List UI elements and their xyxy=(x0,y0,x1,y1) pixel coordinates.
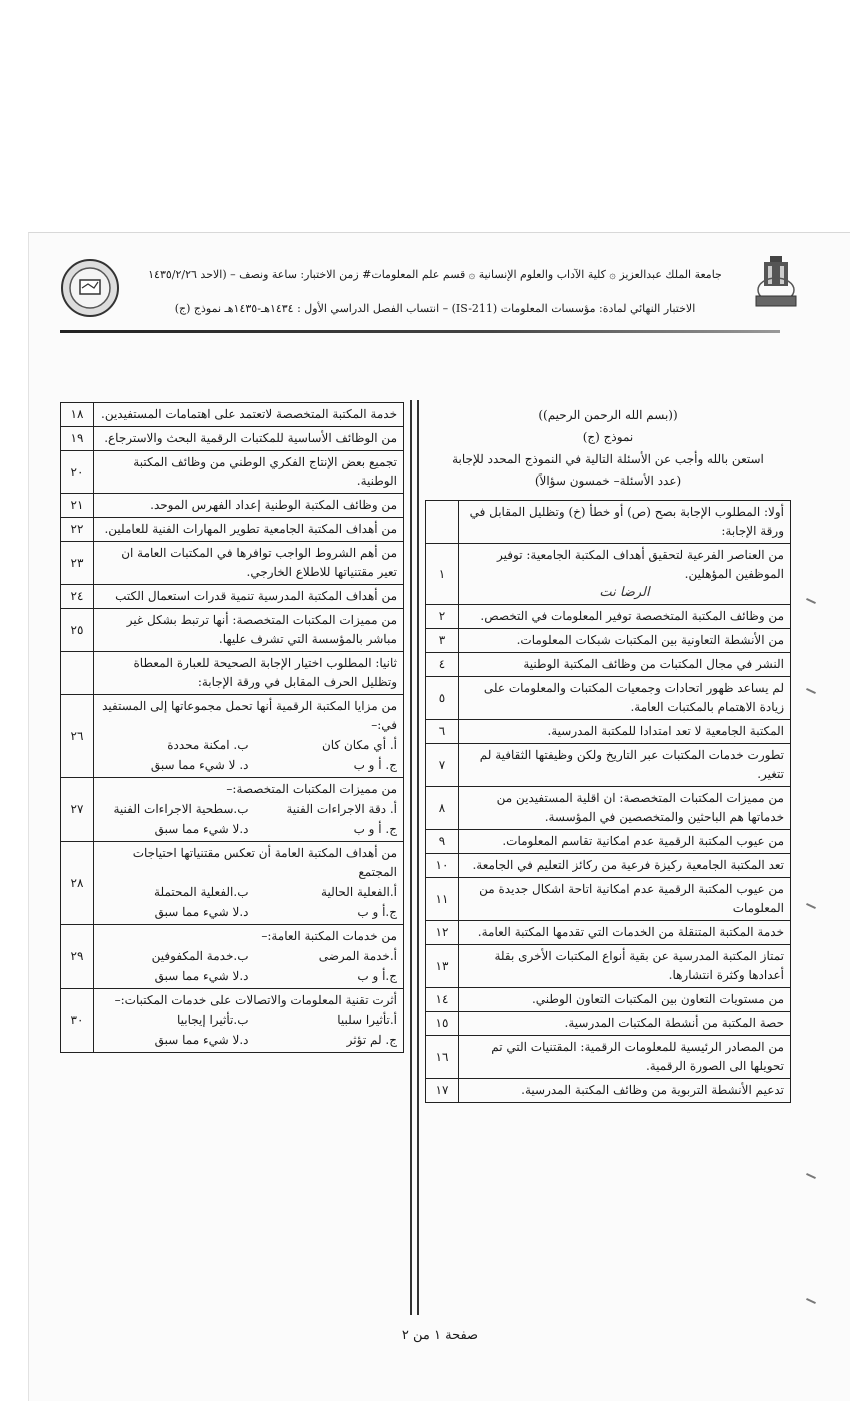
question-row xyxy=(426,653,791,677)
question-text: من وظائف المكتبة الوطنية إعداد الفهرس الموحد. xyxy=(94,494,404,518)
mcq-option: ب.خدمة المكفوفين xyxy=(151,949,249,963)
question-row xyxy=(61,585,404,609)
section1-heading-row xyxy=(426,501,791,544)
question-row xyxy=(61,451,404,494)
question-number: ٢٥ xyxy=(61,609,94,652)
mcq-option: ج. لم تؤثر xyxy=(346,1033,397,1047)
question-text: من مستويات التعاون بين المكتبات التعاون الوطني. xyxy=(459,988,791,1012)
question-text: تجميع بعض الإنتاج الفكري الوطني من وظائف المكتبة الوطنية. xyxy=(94,451,404,494)
mcq-stem: من أهداف المكتبة العامة أن تعكس مقتنياتها احتياجات المجتمع xyxy=(132,846,397,879)
question-number: ١٠ xyxy=(426,854,459,878)
mcq-option: د.لا شيء مما سبق xyxy=(154,905,249,919)
question-text: تطورت خدمات المكتبات عبر التاريخ ولكن وظيفتها الثقافية لم تتغير. xyxy=(459,744,791,787)
question-row xyxy=(426,677,791,720)
question-text: من مميزات المكتبات المتخصصة: أنها ترتبط بشكل غير مباشر بالمؤسسة التي تشرف عليها. xyxy=(94,609,404,652)
question-text: من أهم الشروط الواجب توافرها في المكتبات العامة ان تعير مقتنياتها للاطلاع الخارجي. xyxy=(94,542,404,585)
mcq-option: أ.تأثيرا سلبيا xyxy=(337,1013,397,1027)
question-text: من عيوب المكتبة الرقمية عدم امكانية تقاسم المعلومات. xyxy=(459,830,791,854)
question-row xyxy=(426,854,791,878)
mcq-row xyxy=(61,842,404,925)
question-row xyxy=(426,921,791,945)
question-number: ١٩ xyxy=(61,427,94,451)
question-text: من أهداف المكتبة الجامعية تطوير المهارات الفنية للعاملين. xyxy=(94,518,404,542)
question-text: تدعيم الأنشطة التربوية من وظائف المكتبة المدرسية. xyxy=(459,1079,791,1103)
university-seal-logo xyxy=(60,258,120,318)
question-text: حصة المكتبة من أنشطة المكتبات المدرسية. xyxy=(459,1012,791,1036)
question-number: ٩ xyxy=(426,830,459,854)
mcq-option: أ. دقة الاجراءات الفنية xyxy=(286,802,397,816)
section2-heading-row xyxy=(61,652,404,695)
section1-table-right xyxy=(425,500,791,1103)
question-row xyxy=(426,1079,791,1103)
question-text: من عيوب المكتبة الرقمية عدم امكانية اتاحة اشكال جديدة من المعلومات xyxy=(459,878,791,921)
column-divider xyxy=(417,400,419,1315)
question-row xyxy=(61,403,404,427)
question-number: ٨ xyxy=(426,787,459,830)
question-text: من العناصر الفرعية لتحقيق أهداف المكتبة الجامعية: توفير الموظفين المؤهلين. xyxy=(497,548,784,581)
question-number: ٢ xyxy=(426,605,459,629)
question-number: ٢٦ xyxy=(61,695,94,778)
mcq-row xyxy=(61,778,404,842)
question-text: النشر في مجال المكتبات من وظائف المكتبة الوطنية xyxy=(459,653,791,677)
model-label: نموذج (ج) xyxy=(582,430,634,444)
right-column xyxy=(425,404,791,1103)
question-row xyxy=(426,830,791,854)
mcq-option: د.لا شيء مما سبق xyxy=(154,969,249,983)
mcq-option: ج.أ و ب xyxy=(357,905,397,919)
question-row xyxy=(426,544,791,605)
question-number: ٤ xyxy=(426,653,459,677)
mcq-option: د. لا شيء مما سبق xyxy=(150,758,249,772)
question-row xyxy=(426,945,791,988)
question-row xyxy=(426,605,791,629)
question-text: من وظائف المكتبة المتخصصة توفير المعلومات في التخصص. xyxy=(459,605,791,629)
column-divider xyxy=(410,400,412,1315)
question-text: تعد المكتبة الجامعية ركيزة فرعية من ركائز التعليم في الجامعة. xyxy=(459,854,791,878)
question-row xyxy=(426,1012,791,1036)
question-row xyxy=(61,494,404,518)
mcq-option: أ.خدمة المرضى xyxy=(318,949,397,963)
mcq-option: ب.تأثيرا إيجابيا xyxy=(176,1013,249,1027)
question-number: ٦ xyxy=(426,720,459,744)
question-number: ٧ xyxy=(426,744,459,787)
question-row xyxy=(61,427,404,451)
question-number: ١٦ xyxy=(426,1036,459,1079)
header-divider xyxy=(60,330,780,333)
question-number: ١٨ xyxy=(61,403,94,427)
question-number: ٣ xyxy=(426,629,459,653)
question-row xyxy=(426,787,791,830)
section2-heading: ثانيا: المطلوب اختيار الإجابة الصحيحة للعبارة المعطاة وتظليل الحرف المقابل في ورقة الإجابة: xyxy=(94,652,404,695)
question-number: ١ xyxy=(426,544,459,605)
question-row xyxy=(426,720,791,744)
section-table-left xyxy=(60,402,404,1053)
question-text: خدمة المكتبة المتنقلة من الخدمات التي تقدمها المكتبة العامة. xyxy=(459,921,791,945)
question-text: من المصادر الرئيسية للمعلومات الرقمية: المقتنيات التي تم تحويلها الى الصورة الرقمية. xyxy=(459,1036,791,1079)
question-count: (عدد الأسئلة– خمسون سؤالاً) xyxy=(534,474,682,488)
basmala: ((بسم الله الرحمن الرحيم)) xyxy=(538,408,678,422)
mcq-option: ج. أ و ب xyxy=(353,758,397,772)
question-number: ١٣ xyxy=(426,945,459,988)
mcq-stem: من مزايا المكتبة الرقمية أنها تحمل مجموعاتها إلى المستفيد في:– xyxy=(102,699,397,732)
question-number: ٢٢ xyxy=(61,518,94,542)
header-line-2: الاختبار النهائي لمادة: مؤسسات المعلومات (IS-211) – انتساب الفصل الدراسي الأول : ١٤٣٤هـ-١٤٣٥هـ نموذج (ج) xyxy=(174,302,696,315)
question-text: المكتبة الجامعية لا تعد امتدادا للمكتبة المدرسية. xyxy=(459,720,791,744)
mcq-stem: من خدمات المكتبة العامة:– xyxy=(261,929,397,943)
question-text: تمتاز المكتبة المدرسية عن بقية أنواع المكتبات الأخرى بقلة أعدادها وكثرة انتشارها. xyxy=(459,945,791,988)
question-number: ٢١ xyxy=(61,494,94,518)
mcq-row xyxy=(61,925,404,989)
mcq-option: ب. امكنة محددة xyxy=(167,738,249,752)
instruction: استعن بالله وأجب عن الأسئلة التالية في النموذج المحدد للإجابة xyxy=(452,452,764,466)
question-number: ٢٩ xyxy=(61,925,94,989)
handwritten-note: الرضا نت xyxy=(599,585,650,600)
mcq-row xyxy=(61,695,404,778)
question-number: ٢٣ xyxy=(61,542,94,585)
question-row xyxy=(426,1036,791,1079)
mcq-stem: أثرت تقنية المعلومات والاتصالات على خدمات المكتبات:– xyxy=(114,993,397,1007)
question-text: من الوظائف الأساسية للمكتبات الرقمية البحث والاسترجاع. xyxy=(94,427,404,451)
question-number: ١٤ xyxy=(426,988,459,1012)
mcq-stem: من مميزات المكتبات المتخصصة:– xyxy=(226,782,397,796)
question-number: ١٢ xyxy=(426,921,459,945)
question-row xyxy=(61,609,404,652)
question-number: ١٧ xyxy=(426,1079,459,1103)
mcq-option: ج. أ و ب xyxy=(353,822,397,836)
question-number: ١١ xyxy=(426,878,459,921)
question-row xyxy=(426,878,791,921)
mcq-option: د.لا شيء مما سبق xyxy=(154,822,249,836)
header-line-1: جامعة الملك عبدالعزيز ۞ كلية الآداب والعلوم الإنسانية ۞ قسم علم المعلومات# زمن الاختبار: ساعة ونصف – (الاحد ١٤٣٥/٢/٢٦ xyxy=(148,268,722,281)
mcq-option: أ.الفعلية الحالية xyxy=(321,885,397,899)
question-number: ٥ xyxy=(426,677,459,720)
kau-logo xyxy=(752,252,800,314)
question-text: خدمة المكتبة المتخصصة لاتعتمد على اهتمامات المستفيدين. xyxy=(94,403,404,427)
question-text: لم يساعد ظهور اتحادات وجمعيات المكتبات والمعلومات على زيادة الاهتمام بالمكتبات العامة. xyxy=(459,677,791,720)
mcq-row xyxy=(61,989,404,1053)
mcq-option: د.لا شيء مما سبق xyxy=(154,1033,249,1047)
mcq-option: أ. أي مكان كان xyxy=(321,738,397,752)
question-text: من أهداف المكتبة المدرسية تنمية قدرات استعمال الكتب xyxy=(94,585,404,609)
question-number: ٣٠ xyxy=(61,989,94,1053)
mcq-option: ب.سطحية الاجراءات الفنية xyxy=(113,802,249,816)
question-text: من مميزات المكتبات المتخصصة: ان اقلية المستفيدين من خدماتها هم الباحثين والمتخصصين في المؤسسة. xyxy=(459,787,791,830)
mcq-option: ب.الفعلية المحتملة xyxy=(154,885,249,899)
question-row xyxy=(426,744,791,787)
question-text: من الأنشطة التعاونية بين المكتبات شبكات المعلومات. xyxy=(459,629,791,653)
page-number: صفحة ١ من ٢ xyxy=(401,1328,479,1343)
question-number: ٢٧ xyxy=(61,778,94,842)
question-number: ٢٤ xyxy=(61,585,94,609)
mcq-option: ج.أ و ب xyxy=(357,969,397,983)
question-number: ٢٨ xyxy=(61,842,94,925)
question-number: ٢٠ xyxy=(61,451,94,494)
question-row xyxy=(61,542,404,585)
question-row xyxy=(426,629,791,653)
question-row xyxy=(61,518,404,542)
question-row xyxy=(426,988,791,1012)
question-number: ١٥ xyxy=(426,1012,459,1036)
section1-heading: أولا: المطلوب الإجابة بصح (ص) أو خطأ (خ) وتظليل المقابل في ورقة الإجابة: xyxy=(459,501,791,544)
